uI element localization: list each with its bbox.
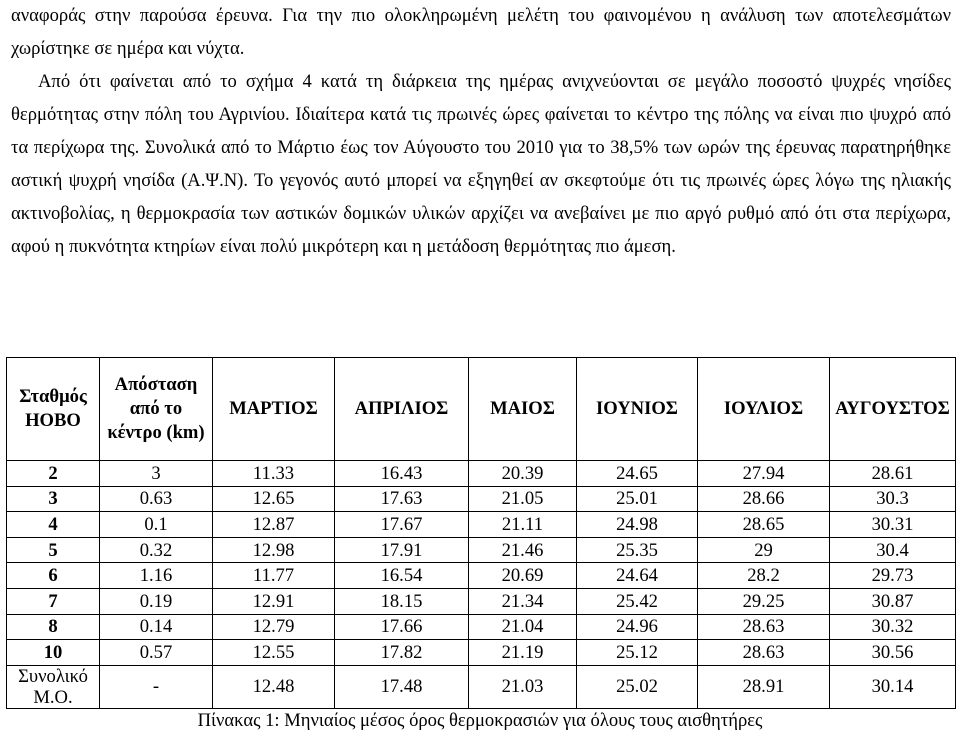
table-row (7, 588, 956, 614)
station-cell: 6 (7, 563, 100, 589)
temperature-cell: 28.91 (698, 665, 830, 708)
temperature-cell: 24.96 (577, 614, 698, 640)
temperature-cell: 25.01 (577, 486, 698, 512)
intro-paragraph (11, 0, 951, 263)
temperature-cell: 30.14 (830, 665, 956, 708)
temperature-cell: 17.91 (335, 537, 469, 563)
temperature-cell: 25.12 (577, 640, 698, 666)
temperature-cell: 16.43 (335, 461, 469, 487)
temperature-cell: 12.98 (213, 537, 335, 563)
temperature-cell: 28.2 (698, 563, 830, 589)
temperature-cell: 30.31 (830, 512, 956, 538)
table-row (7, 537, 956, 563)
distance-cell: 0.63 (100, 486, 213, 512)
temperature-cell: 20.69 (469, 563, 577, 589)
temperature-cell: 25.02 (577, 665, 698, 708)
temperature-cell: 21.11 (469, 512, 577, 538)
table-row (7, 614, 956, 640)
distance-cell: 0.57 (100, 640, 213, 666)
temperature-cell: 17.67 (335, 512, 469, 538)
temperature-cell: 28.66 (698, 486, 830, 512)
temperature-cell: 21.19 (469, 640, 577, 666)
header-june: ΙΟΥΝΙΟΣ (577, 358, 698, 461)
station-cell: 8 (7, 614, 100, 640)
temperature-cell: 29 (698, 537, 830, 563)
temperature-cell: 30.87 (830, 588, 956, 614)
temperature-cell: 24.64 (577, 563, 698, 589)
temperature-cell: 27.94 (698, 461, 830, 487)
table-row (7, 563, 956, 589)
temperature-cell: 17.82 (335, 640, 469, 666)
station-cell: Συνολικό Μ.Ο. (7, 665, 100, 708)
table-row (7, 665, 956, 708)
station-cell: 10 (7, 640, 100, 666)
header-distance: Απόσταση από το κέντρο (km) (100, 358, 213, 461)
distance-cell: - (100, 665, 213, 708)
temperature-cell: 17.66 (335, 614, 469, 640)
table-row (7, 512, 956, 538)
temperature-cell: 12.48 (213, 665, 335, 708)
temperature-cell: 29.25 (698, 588, 830, 614)
temperature-cell: 21.34 (469, 588, 577, 614)
distance-cell: 0.1 (100, 512, 213, 538)
temperature-cell: 21.46 (469, 537, 577, 563)
table-row (7, 640, 956, 666)
distance-cell: 0.32 (100, 537, 213, 563)
temperature-cell: 25.42 (577, 588, 698, 614)
temperature-cell: 11.33 (213, 461, 335, 487)
header-march: ΜΑΡΤΙΟΣ (213, 358, 335, 461)
table-caption: Πίνακας 1: Μηνιαίος μέσος όρος θερμοκρασιών για όλους τους αισθητήρες (197, 710, 763, 731)
table-header-row (7, 358, 956, 461)
temperature-cell: 28.63 (698, 614, 830, 640)
temperature-cell: 12.55 (213, 640, 335, 666)
temperature-cell: 30.3 (830, 486, 956, 512)
temperature-cell: 30.56 (830, 640, 956, 666)
temperature-cell: 25.35 (577, 537, 698, 563)
temperature-cell: 24.98 (577, 512, 698, 538)
distance-cell: 0.14 (100, 614, 213, 640)
distance-cell: 3 (100, 461, 213, 487)
paragraph-continued: αναφοράς στην παρούσα έρευνα. Για την πιο ολοκληρωμένη μελέτη του φαινομένου η ανάλυση των αποτελεσμάτων χωρίστηκε σε ημέρα και νύχτα. (11, 5, 951, 59)
temperature-cell: 28.65 (698, 512, 830, 538)
temperature-cell: 16.54 (335, 563, 469, 589)
temperature-cell: 17.48 (335, 665, 469, 708)
table-body (7, 461, 956, 709)
temperature-cell: 24.65 (577, 461, 698, 487)
header-august: ΑΥΓΟΥΣΤΟΣ (830, 358, 956, 461)
paragraph-results: Από ότι φαίνεται από το σχήμα 4 κατά τη διάρκεια της ημέρας ανιχνεύονται σε μεγάλο ποσοστό ψυχρές νησίδες θερμότητας στην πόλη του Αγρινίου. Ιδιαίτερα κατά τις πρωινές ώρες φαίνεται το κέντρο της πόλης να είναι πιο ψυχρό από τα περίχωρα της. Συνολικά από το Μάρτιο έως τον Αύγουστο του 2010 για το 38,5% των ωρών της έρευνας παρατηρήθηκε αστική ψυχρή νησίδα (Α.Ψ.Ν). Το γεγονός αυτό μπορεί να εξηγηθεί αν σκεφτούμε ότι τις πρωινές ώρες λόγω της ηλιακής ακτινοβολίας, η θερμοκρασία των αστικών δομικών υλικών αρχίζει να ανεβαίνει με πιο αργό ρυθμό από ότι στα περίχωρα, αφού η πυκνότητα κτηρίων είναι πολύ μικρότερη και η μετάδοση θερμότητας πιο άμεση. (11, 71, 951, 257)
temperature-cell: 11.77 (213, 563, 335, 589)
temperature-cell: 12.79 (213, 614, 335, 640)
header-april: ΑΠΡΙΛΙΟΣ (335, 358, 469, 461)
station-cell: 4 (7, 512, 100, 538)
temperature-cell: 30.4 (830, 537, 956, 563)
temperature-cell: 20.39 (469, 461, 577, 487)
station-cell: 3 (7, 486, 100, 512)
header-station: Σταθμός HOBO (7, 358, 100, 461)
temperature-cell: 21.05 (469, 486, 577, 512)
header-july: ΙΟΥΛΙΟΣ (698, 358, 830, 461)
temperature-cell: 12.91 (213, 588, 335, 614)
temperature-cell: 12.87 (213, 512, 335, 538)
temperature-cell: 18.15 (335, 588, 469, 614)
header-may: ΜΑΙΟΣ (469, 358, 577, 461)
temperature-cell: 28.61 (830, 461, 956, 487)
temperature-cell: 21.03 (469, 665, 577, 708)
table-row (7, 461, 956, 487)
distance-cell: 0.19 (100, 588, 213, 614)
station-cell: 2 (7, 461, 100, 487)
temperature-cell: 17.63 (335, 486, 469, 512)
temperature-cell: 29.73 (830, 563, 956, 589)
station-cell: 5 (7, 537, 100, 563)
temperature-cell: 28.63 (698, 640, 830, 666)
temperature-table (6, 357, 956, 709)
temperature-cell: 12.65 (213, 486, 335, 512)
distance-cell: 1.16 (100, 563, 213, 589)
table-row (7, 486, 956, 512)
station-cell: 7 (7, 588, 100, 614)
temperature-cell: 30.32 (830, 614, 956, 640)
temperature-cell: 21.04 (469, 614, 577, 640)
